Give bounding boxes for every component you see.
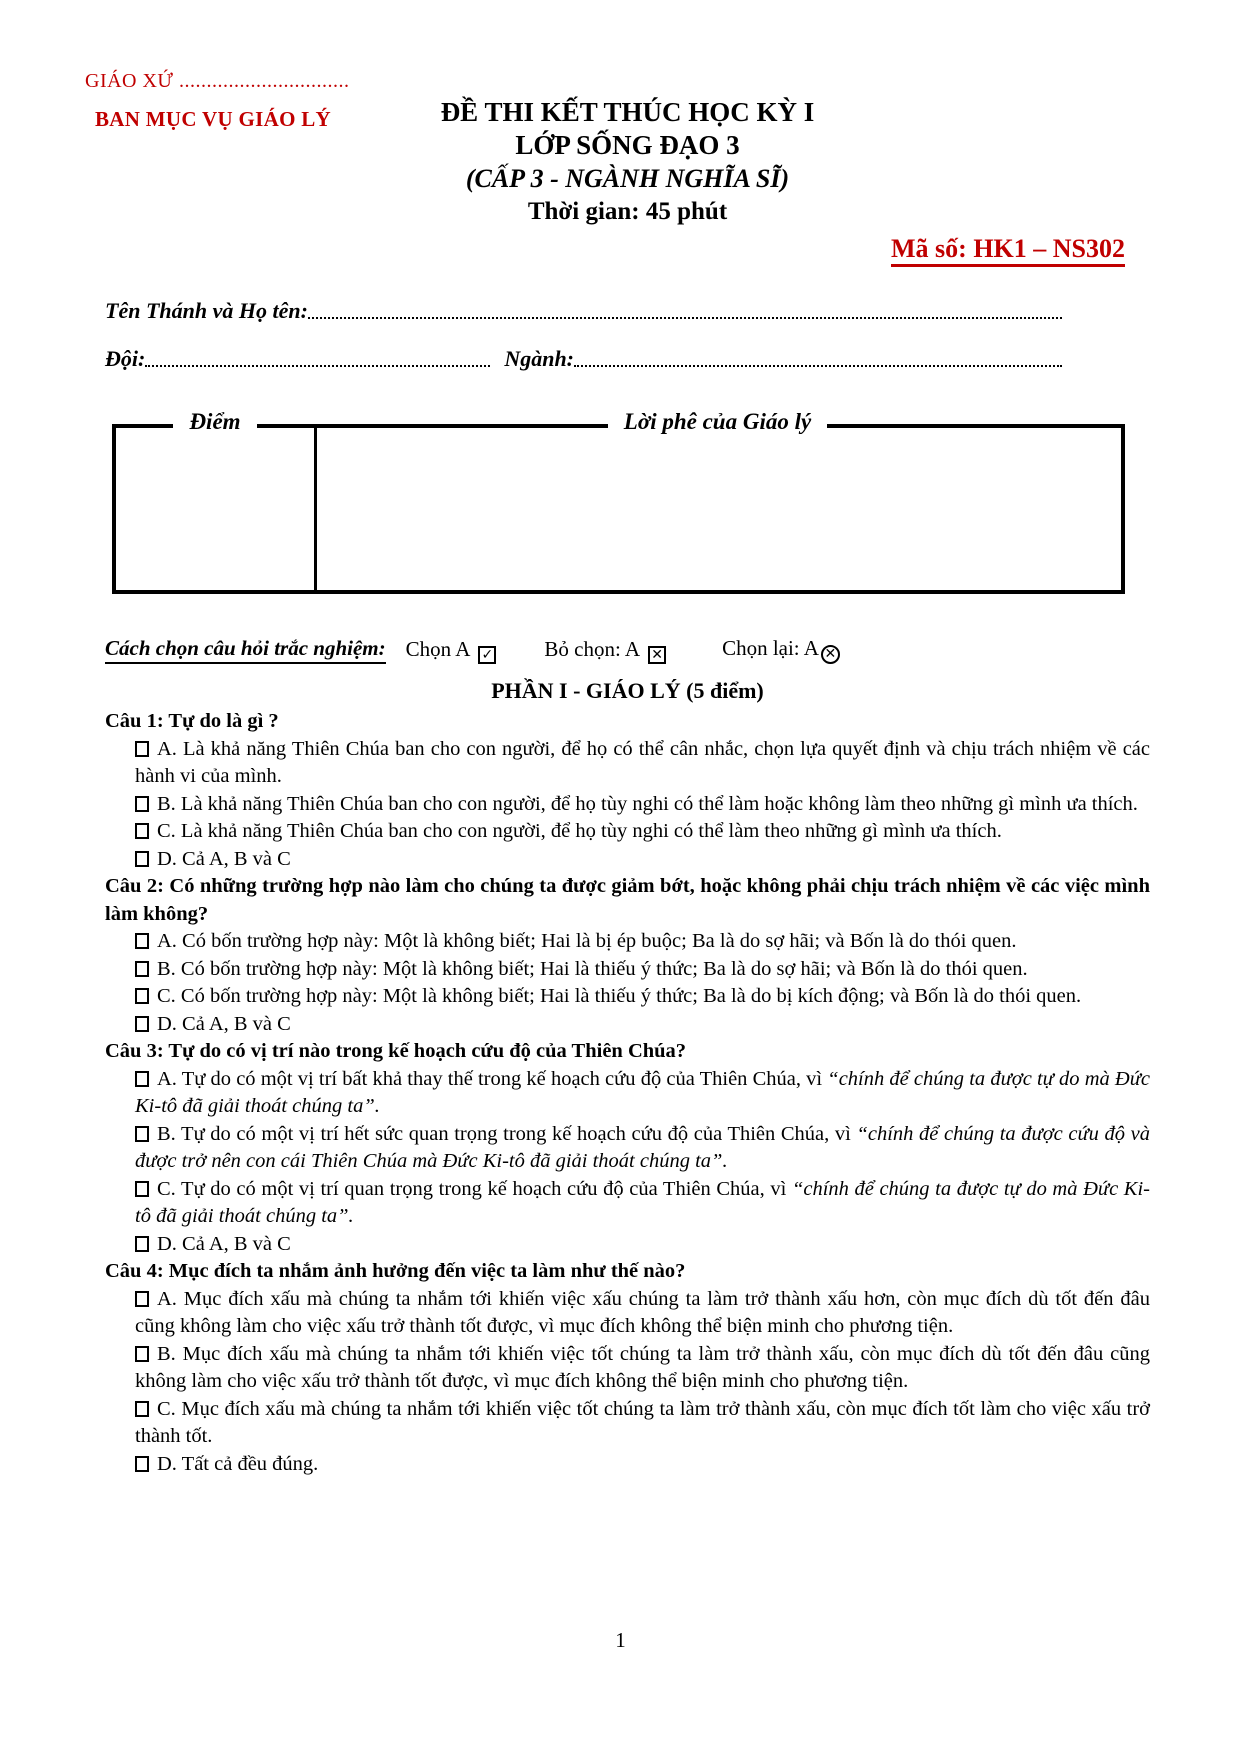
option-text: C. Có bốn trường hợp này: Một là không biết; Hai là thiếu ý thức; Ba là do bị kích động; và Bốn là do thói quen. xyxy=(157,985,1082,1007)
instructions-label: Cách chọn câu hỏi trắc nghiệm: xyxy=(105,636,386,664)
option-row xyxy=(135,1286,1150,1341)
answer-checkbox[interactable] xyxy=(135,741,149,757)
exam-duration: Thời gian: 45 phút xyxy=(527,198,728,225)
score-comment-box xyxy=(112,409,1125,594)
answer-checkbox[interactable] xyxy=(135,1236,149,1252)
student-name-input-line[interactable] xyxy=(308,316,1062,319)
answer-instructions xyxy=(105,636,1150,664)
team-branch-row xyxy=(105,346,1062,372)
department-label: BAN MỤC VỤ GIÁO LÝ xyxy=(95,107,332,131)
option-text: D. Cả A, B và C xyxy=(157,847,291,870)
instruction-rechoose: Chọn lại: A✕ xyxy=(722,636,840,664)
option-text: B. Mục đích xấu mà chúng ta nhắm tới khiến việc tốt chúng ta làm trở thành xấu, còn mục đích dù tốt đến đâu cũng không làm cho việc xấu trở thành tốt được, vì mục đích không thể biện minh cho phương tiện. xyxy=(135,1342,1150,1392)
exam-title-line1: ĐỀ THI KẾT THÚC HỌC KỲ I xyxy=(440,97,815,127)
comment-label-wrap xyxy=(314,409,1121,435)
answer-checkbox[interactable] xyxy=(135,823,149,839)
option-text: B. Tự do có một vị trí hết sức quan trọng trong kế hoạch cứu độ của Thiên Chúa, vì “chính để chúng ta được cứu độ và được trở nên con cái Thiên Chúa mà Đức Ki-tô đã giải thoát chúng ta”. xyxy=(135,1122,1150,1172)
exam-code: Mã số: HK1 – NS302 xyxy=(891,234,1125,267)
page-number: 1 xyxy=(615,1628,626,1652)
option-row xyxy=(135,1176,1150,1231)
team-input-line[interactable] xyxy=(145,364,490,367)
question xyxy=(105,1258,1150,1478)
question-label: Câu 1: Tự do là gì ? xyxy=(105,710,279,732)
answer-checkbox[interactable] xyxy=(135,851,149,867)
option-text: D. Cả A, B và C xyxy=(157,1232,291,1255)
answer-checkbox[interactable] xyxy=(135,1401,149,1417)
comment-label: Lời phê của Giáo lý xyxy=(608,409,827,434)
option-row xyxy=(135,791,1150,819)
questions xyxy=(105,708,1150,1478)
option-row xyxy=(135,928,1150,956)
question xyxy=(105,1038,1150,1258)
branch-label: Ngành: xyxy=(504,346,575,371)
option-row xyxy=(135,983,1150,1011)
option-row xyxy=(135,736,1150,791)
answer-checkbox[interactable] xyxy=(135,796,149,812)
checked-box-icon xyxy=(478,646,496,664)
option-text: A. Là khả năng Thiên Chúa ban cho con người, để họ có thể cân nhắc, chọn lựa quyết định và chịu trách nhiệm về các hành vi của mình. xyxy=(135,737,1150,787)
option-text: D. Tất cả đều đúng. xyxy=(157,1452,319,1475)
branch-input-line[interactable] xyxy=(574,364,1062,367)
option-row xyxy=(135,818,1150,846)
section-title: PHẦN I - GIÁO LÝ (5 điểm) xyxy=(491,678,764,703)
option-row xyxy=(135,1341,1150,1396)
option-text: D. Cả A, B và C xyxy=(157,1012,291,1035)
option-row xyxy=(135,1011,1150,1039)
parish-label: GIÁO XỨ ............................... xyxy=(85,70,350,92)
answer-checkbox[interactable] xyxy=(135,961,149,977)
option-text: A. Có bốn trường hợp này: Một là không biết; Hai là bị ép buộc; Ba là do sợ hãi; và Bốn là do thói quen. xyxy=(157,930,1017,952)
answer-checkbox[interactable] xyxy=(135,1456,149,1472)
option-row xyxy=(135,1231,1150,1259)
instruction-choose: Chọn A ✓ xyxy=(406,637,497,664)
option-row xyxy=(135,1121,1150,1176)
instruction-unchoose: Bỏ chọn: A ✕ xyxy=(544,637,666,664)
exam-code-line xyxy=(105,234,1150,264)
student-name-row xyxy=(105,298,1062,324)
option-row xyxy=(135,846,1150,874)
exam-title-line3: (CẤP 3 - NGÀNH NGHĨA SĨ) xyxy=(465,164,790,193)
option-text: C. Là khả năng Thiên Chúa ban cho con người, để họ tùy nghi có thể làm theo những gì mình ưa thích. xyxy=(157,820,1002,842)
team-label: Đội: xyxy=(105,346,146,371)
answer-checkbox[interactable] xyxy=(135,1291,149,1307)
question xyxy=(105,873,1150,1038)
answer-checkbox[interactable] xyxy=(135,1346,149,1362)
answer-checkbox[interactable] xyxy=(135,933,149,949)
question-label: Câu 4: Mục đích ta nhắm ảnh hưởng đến việc ta làm như thế nào? xyxy=(105,1260,686,1282)
student-name-label: Tên Thánh và Họ tên: xyxy=(105,298,308,323)
score-box-divider xyxy=(314,428,317,590)
option-row xyxy=(135,1066,1150,1121)
option-row xyxy=(135,1451,1150,1479)
question xyxy=(105,708,1150,873)
option-text: C. Tự do có một vị trí quan trọng trong kế hoạch cứu độ của Thiên Chúa, vì “chính để chúng ta được tự do mà Đức Ki-tô đã giải thoát chúng ta”. xyxy=(135,1177,1150,1227)
option-text: B. Là khả năng Thiên Chúa ban cho con người, để họ tùy nghi có thể làm hoặc không làm theo những gì mình ưa thích. xyxy=(157,792,1138,815)
score-label: Điểm xyxy=(173,409,256,434)
option-row xyxy=(135,1396,1150,1451)
score-label-wrap xyxy=(116,409,314,435)
answer-checkbox[interactable] xyxy=(135,1071,149,1087)
exam-title-line2: LỚP SỐNG ĐẠO 3 xyxy=(515,130,740,160)
answer-checkbox[interactable] xyxy=(135,988,149,1004)
crossed-box-icon xyxy=(648,646,666,664)
question-label: Câu 3: Tự do có vị trí nào trong kế hoạch cứu độ của Thiên Chúa? xyxy=(105,1040,687,1062)
question-label: Câu 2: Có những trường hợp nào làm cho chúng ta được giảm bớt, hoặc không phải chịu trách nhiệm về các việc mình làm không? xyxy=(105,875,1150,925)
circled-x-icon xyxy=(821,645,840,664)
option-text: A. Mục đích xấu mà chúng ta nhắm tới khiến việc xấu chúng ta làm trở thành xấu hơn, còn mục đích dù tốt đến đâu cũng không làm cho việc xấu trở thành tốt được, vì mục đích không thể biện minh cho phương tiện. xyxy=(135,1287,1150,1337)
option-text: C. Mục đích xấu mà chúng ta nhắm tới khiến việc tốt chúng ta làm trở thành xấu, còn mục đích tốt làm cho việc xấu trở thành tốt. xyxy=(135,1397,1150,1447)
answer-checkbox[interactable] xyxy=(135,1126,149,1142)
letterhead xyxy=(85,70,349,132)
answer-checkbox[interactable] xyxy=(135,1016,149,1032)
answer-checkbox[interactable] xyxy=(135,1181,149,1197)
option-text: A. Tự do có một vị trí bất khả thay thế trong kế hoạch cứu độ của Thiên Chúa, vì “chính để chúng ta được tự do mà Đức Ki-tô đã giải thoát chúng ta”. xyxy=(135,1067,1151,1117)
option-row xyxy=(135,956,1150,984)
option-text: B. Có bốn trường hợp này: Một là không biết; Hai là thiếu ý thức; Ba là do sợ hãi; và Bốn là do thói quen. xyxy=(157,957,1028,980)
